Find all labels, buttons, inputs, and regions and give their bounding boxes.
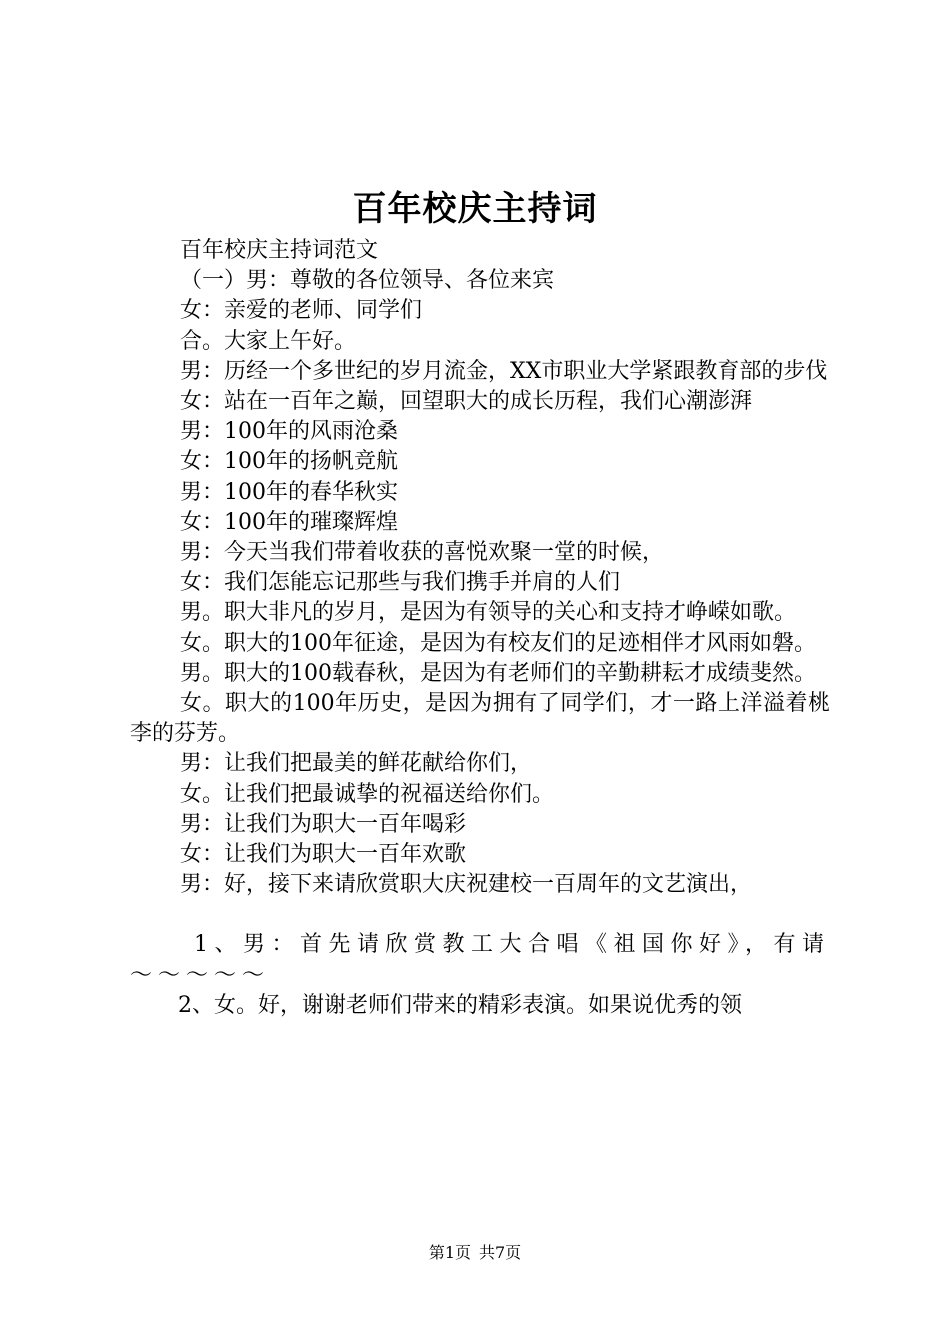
document-title: 百年校庆主持词 bbox=[352, 189, 598, 229]
paragraph: 男：好，接下来请欣赏职大庆祝建校一百周年的文艺演出， bbox=[180, 872, 753, 898]
paragraph: 合。大家上午好。 bbox=[180, 328, 357, 354]
paragraph: 2、女。好，谢谢老师们带来的精彩表演。如果说优秀的领 bbox=[178, 992, 742, 1018]
paragraph: 男：100年的风雨沧桑 bbox=[180, 419, 398, 445]
paragraph: 女：100年的璀璨辉煌 bbox=[180, 509, 398, 535]
paragraph: 男。职大的100载春秋，是因为有老师们的辛勤耕耘才成绩斐然。 bbox=[180, 660, 816, 686]
paragraph: 1、男：首先请欣赏教工大合唱《祖国你好》，有请～～～～～ bbox=[130, 932, 830, 988]
page-footer bbox=[0, 1243, 950, 1263]
paragraph: 女：亲爱的老师、同学们 bbox=[180, 298, 423, 324]
document-body bbox=[130, 236, 830, 1021]
paragraph: 女。让我们把最诚挚的祝福送给你们。 bbox=[180, 781, 555, 807]
paragraph: 男：100年的春华秋实 bbox=[180, 479, 398, 505]
paragraph: 男：让我们把最美的鲜花献给你们， bbox=[180, 751, 533, 777]
page-number: 第1页 bbox=[428, 1243, 471, 1262]
paragraph: 男：今天当我们带着收获的喜悦欢聚一堂的时候， bbox=[180, 540, 665, 566]
page-total: 共7页 bbox=[479, 1243, 522, 1262]
paragraph: 男。职大非凡的岁月，是因为有领导的关心和支持才峥嵘如歌。 bbox=[180, 600, 797, 626]
paragraph: 女。职大的100年征途，是因为有校友们的足迹相伴才风雨如磐。 bbox=[180, 630, 816, 656]
paragraph: 女。职大的100年历史，是因为拥有了同学们，才一路上洋溢着桃李的芬芳。 bbox=[130, 691, 830, 747]
paragraph: （一）男：尊敬的各位领导、各位来宾 bbox=[180, 268, 555, 294]
paragraph: 女：让我们为职大一百年欢歌 bbox=[180, 842, 467, 868]
paragraph: 女：站在一百年之巅，回望职大的成长历程，我们心潮澎湃 bbox=[180, 389, 753, 415]
paragraph: 男：让我们为职大一百年喝彩 bbox=[180, 811, 467, 837]
paragraph: 男：历经一个多世纪的岁月流金，XX市职业大学紧跟教育部的步伐 bbox=[180, 358, 828, 384]
paragraph: 女：100年的扬帆竞航 bbox=[180, 449, 398, 475]
paragraph: 百年校庆主持词范文 bbox=[180, 238, 379, 263]
paragraph: 女：我们怎能忘记那些与我们携手并肩的人们 bbox=[180, 570, 621, 596]
